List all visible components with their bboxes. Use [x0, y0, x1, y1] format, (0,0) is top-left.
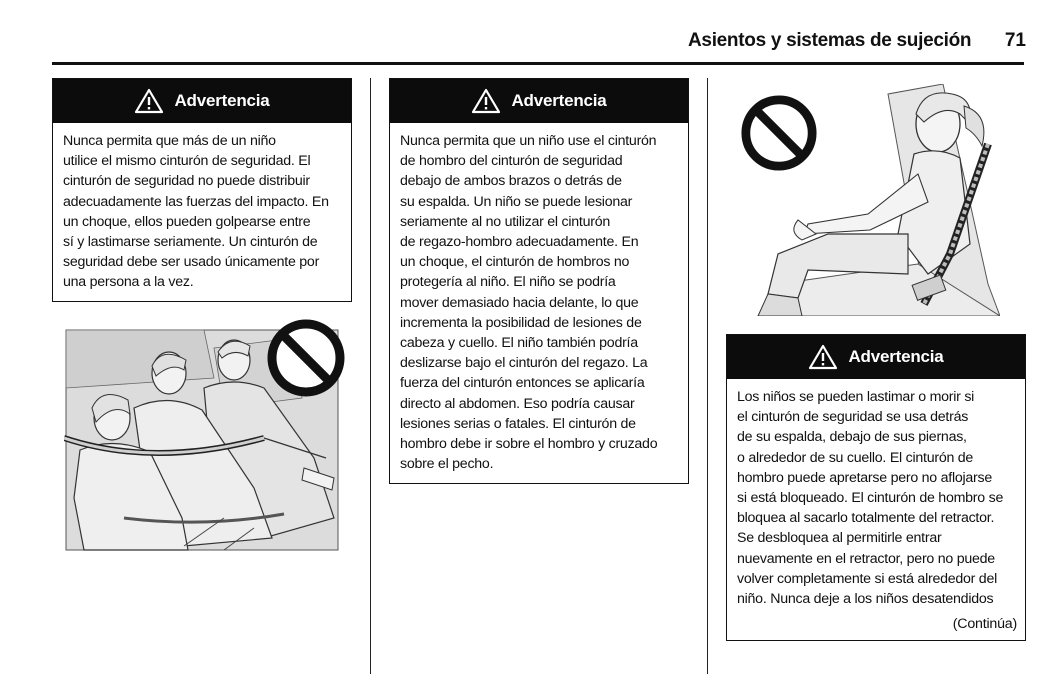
warning-line: Nunca permita que más de un niño — [63, 133, 276, 149]
warning-line: mover demasiado hacia delante, lo que — [400, 294, 639, 311]
warning-box-belt-misuse — [726, 334, 1026, 641]
warning-text — [390, 123, 688, 480]
warning-line: hombro puede apretarse pero no aflojarse — [737, 469, 993, 486]
warning-line: directo al abdomen. Eso podría causar — [400, 395, 635, 412]
warning-line: protegería al niño. El niño se podría — [400, 274, 616, 291]
warning-line: hombro debe ir sobre el hombro y cruzado — [400, 436, 658, 453]
warning-line: sobre el pecho. — [400, 456, 494, 473]
warning-line: cinturón de seguridad no puede distribuir — [63, 173, 310, 190]
warning-line: debajo de ambos brazos o detrás de — [400, 173, 622, 190]
warning-line: seguridad debe ser usado únicamente por — [63, 254, 320, 271]
warning-line: o alrededor de su cuello. El cinturón de — [737, 449, 974, 466]
warning-line: un choque, el cinturón de hombros no — [400, 254, 630, 271]
warning-title: Advertencia — [511, 91, 607, 110]
warning-text — [727, 379, 1025, 615]
continues-label: (Continúa) — [952, 616, 1017, 632]
warning-line: niño. Nunca deje a los niños desatendidos — [737, 591, 994, 608]
column-divider-left — [370, 78, 371, 674]
warning-line: fuerza del cinturón entonces se aplicaría — [400, 375, 645, 392]
warning-header — [53, 79, 351, 123]
header-rule — [52, 62, 1024, 65]
warning-triangle-icon — [134, 88, 164, 114]
warning-triangle-icon — [471, 88, 501, 114]
warning-line: adecuadamente las fuerzas del impacto. En — [63, 193, 329, 210]
warning-text — [53, 123, 351, 299]
warning-line: su espalda. Un niño se puede lesionar — [400, 193, 633, 210]
warning-line: lesiones serias o fatales. El cinturón de — [400, 415, 636, 432]
prohibited-icon — [266, 318, 346, 398]
warning-header — [390, 79, 688, 123]
warning-title: Advertencia — [174, 91, 270, 110]
warning-line: sí y lastimarse seriamente. Un cinturón de — [63, 234, 318, 251]
warning-line: seriamente al no utilizar el cinturón — [400, 213, 610, 230]
warning-line: una persona a la vez. — [63, 274, 194, 291]
illustration-belt-behind-back — [738, 84, 1000, 316]
page-number: 71 — [1004, 30, 1026, 51]
warning-line: Nunca permita que un niño use el cinturón — [400, 133, 657, 149]
warning-line: deslizarse bajo el cinturón del regazo. La — [400, 355, 648, 372]
page-header — [680, 30, 1036, 58]
warning-line: Se desbloquea al permitirle entrar — [737, 530, 942, 547]
warning-line: de hombro del cinturón de seguridad — [400, 153, 623, 170]
warning-line: volver completamente si está alrededor del — [737, 570, 997, 587]
warning-title: Advertencia — [848, 347, 944, 366]
section-title: Asientos y sistemas de sujeción — [688, 30, 972, 51]
warning-line: si está bloqueado. El cinturón de hombro se — [737, 490, 1004, 507]
warning-triangle-icon — [808, 344, 838, 370]
warning-line: bloquea al sacarlo totalmente del retractor. — [737, 510, 995, 527]
warning-line: utilice el mismo cinturón de seguridad. El — [63, 153, 311, 170]
warning-line: incrementa la posibilidad de lesiones de — [400, 314, 642, 331]
warning-box-shoulder-belt — [389, 78, 689, 484]
prohibited-icon — [740, 94, 818, 172]
warning-line: de su espalda, debajo de sus piernas, — [737, 429, 967, 446]
warning-header — [727, 335, 1025, 379]
warning-line: de regazo-hombro adecuadamente. En — [400, 234, 639, 251]
warning-box-single-belt — [52, 78, 352, 302]
warning-line: un choque, ellos pueden golpearse entre — [63, 213, 311, 230]
warning-line: cabeza y cuello. El niño también podría — [400, 335, 638, 352]
warning-line: el cinturón de seguridad se usa detrás — [737, 409, 969, 426]
column-divider-right — [707, 78, 708, 674]
warning-line: Los niños se pueden lastimar o morir si — [737, 389, 975, 405]
warning-line: nuevamente en el retractor, pero no puede — [737, 550, 995, 567]
illustration-shared-belt — [64, 318, 348, 552]
